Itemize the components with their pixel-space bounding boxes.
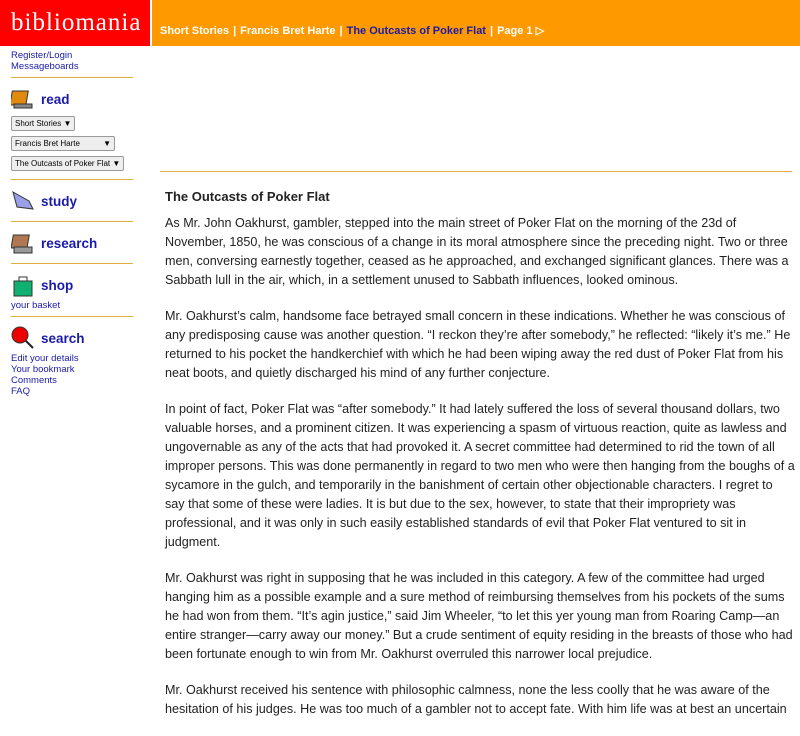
open-book-icon <box>11 189 35 213</box>
divider <box>11 316 133 317</box>
magnifier-icon <box>11 326 35 350</box>
research-label[interactable]: research <box>41 235 98 251</box>
breadcrumb-short-stories[interactable]: Short Stories <box>160 25 230 37</box>
story-content <box>165 172 795 736</box>
divider <box>11 263 133 264</box>
search-section[interactable] <box>11 323 133 353</box>
book-icon <box>11 87 35 111</box>
edit-details-link[interactable]: Edit your details <box>11 353 79 364</box>
divider <box>11 77 133 78</box>
story-title: The Outcasts of Poker Flat <box>165 189 330 204</box>
paragraph: In point of fact, Poker Flat was “after somebody.” It had lately suffered the loss of several thousand dollars, two valuable horses, and a prominent citizen. It was experiencing a spasm of virtuous reaction, quite as lawless and ungovernable as any of the acts that had provoked it. A secret committee had determined to rid the town of all improper persons. This was done permanently in regard to two men who were then hanging from the boughs of a sycamore in the gulch, and temporarily in the banishment of certain other objectionable characters. I regret to say that some of these were ladies. It is but due to the sex, however, to state that their impropriety was professional, and it was only in such easily established standards of evil that Poker Flat ventured to sit in judgment. <box>165 402 795 549</box>
breadcrumb <box>152 0 800 46</box>
divider <box>11 179 133 180</box>
messageboards-link[interactable]: Messageboards <box>11 61 79 72</box>
read-label[interactable]: read <box>41 91 70 107</box>
category-select[interactable]: Short Stories ▼ <box>11 116 75 131</box>
paragraph: As Mr. John Oakhurst, gambler, stepped into the main street of Poker Flat on the morning of the 23d of November, 1850, he was conscious of a change in its moral atmosphere since the preceding night. Two or three men, conversing earnestly together, ceased as he approached, and exchanged significant glances. There was a Sabbath lull in the air, which, in a settlement unused to Sabbath influences, looked ominous. <box>165 216 789 287</box>
title-select[interactable]: The Outcasts of Poker Flat ▼ <box>11 156 124 171</box>
paragraph: Mr. Oakhurst received his sentence with philosophic calmness, none the less coolly that he was aware of the hesitation of his judges. He was too much of a gambler not to accept fate. With him life was at best an uncertain <box>165 683 787 716</box>
read-section[interactable] <box>11 84 133 114</box>
separator: | <box>233 25 237 37</box>
book-icon <box>11 231 35 255</box>
sidebar <box>11 50 133 397</box>
research-section[interactable] <box>11 228 133 258</box>
breadcrumb-author[interactable]: Francis Bret Harte <box>240 25 336 37</box>
study-label[interactable]: study <box>41 193 78 209</box>
separator: | <box>339 25 343 37</box>
bibliomania-logo[interactable]: bibliomania <box>0 0 150 46</box>
faq-link[interactable]: FAQ <box>11 386 31 397</box>
study-section[interactable] <box>11 186 133 216</box>
your-basket-link[interactable]: your basket <box>11 300 61 311</box>
divider <box>11 221 133 222</box>
shop-section[interactable] <box>11 270 133 300</box>
shop-label[interactable]: shop <box>41 277 74 293</box>
next-page-arrow-icon[interactable]: ▷ <box>535 25 545 37</box>
separator: | <box>489 25 494 37</box>
shopping-bag-icon <box>11 273 35 297</box>
bookmark-link[interactable]: Your bookmark <box>11 364 75 375</box>
author-select[interactable]: Francis Bret Harte ▼ <box>11 136 115 151</box>
search-label[interactable]: search <box>41 330 85 346</box>
paragraph: Mr. Oakhurst’s calm, handsome face betrayed small concern in these indications. Whether he was conscious of any predisposing cause was another question. “I reckon they’re after somebody,” he reflected: “likely it’s me.” He returned to his pocket the handkerchief with which he had been wiping away the red dust of Poker Flat from his neat boots, and quietly discharged his mind of any further conjecture. <box>165 309 791 380</box>
register-login-link[interactable]: Register/Login <box>11 50 73 61</box>
paragraph: Mr. Oakhurst was right in supposing that he was included in this category. A few of the committee had urged hanging him as a possible example and a sure method of reimbursing themselves from his pockets of the sums he had won from them. “It’s agin justice,” said Jim Wheeler, “to let this yer young man from Roaring Camp—an entire stranger—carry away our money.” But a crude sentiment of equity residing in the breasts of those who had been fortunate enough to win from Mr. Oakhurst overruled this narrower local prejudice. <box>165 571 793 661</box>
breadcrumb-current-story[interactable]: The Outcasts of Poker Flat <box>346 25 486 37</box>
comments-link[interactable]: Comments <box>11 375 57 386</box>
breadcrumb-page: Page 1 <box>497 25 533 37</box>
